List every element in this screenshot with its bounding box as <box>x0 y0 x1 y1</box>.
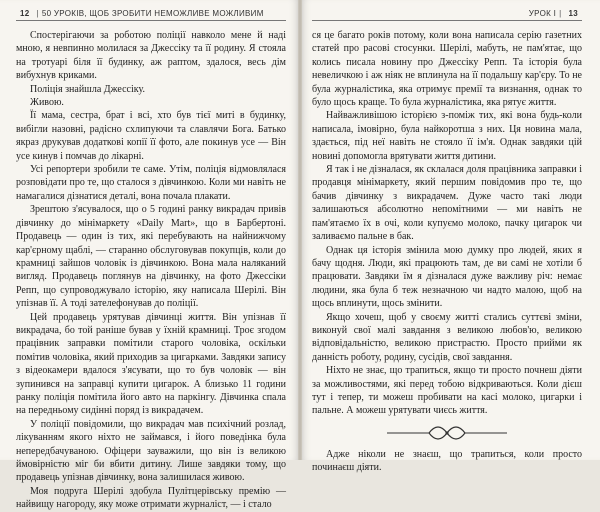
paragraph: ся це багато років потому, коли вона написала серію газетних статей про расові стосунки. Шерілі, мабуть, не пам'ятає, що колись писала новину про Джессіку Репп. Та історія була невеличкою і аж ніяк не вплинула на її подальшу кар'єру. То не була журналістика, яка отримує премії та визнання, однак то було щось краще. То була журналістика, яка рятує життя. <box>312 30 582 109</box>
paragraph: Найважливішою історією з-поміж тих, які вона будь-коли написала, імовірно, була найкоротша з них. Ця новина мала, здається, під неї навіть не стояло її ім'я. Однак завдяки цій новині допомогла врятувати життя дитини. <box>312 110 582 162</box>
right-page-text <box>312 29 582 475</box>
left-page-number: 12 <box>20 8 30 18</box>
paragraph: Моя подруга Шерілі здобула Пулітцерівську премію — найвищу нагороду, яку може отримати журналіст, — і стало <box>16 485 286 511</box>
ornament-icon <box>387 424 507 442</box>
section-title: УРОК І <box>528 8 557 18</box>
paragraph: Зрештою з'ясувалося, що о 5 годині ранку викрадач привів дівчинку до мінімаркету «Daily Mart», що в Барбертоні. Продавець — один із тих, які перебувають на найнижчому кар'єрному щаблі, — старанно обслуговував покупців, коли до крамниці зайшов чоловік із дівчинкою. Вона мала наляканий вигляд. Продавець поглянув на дівчинку, на фото Джессіки Репп, що супроводжувало історію, яку написала Шерілі. Він упізнав її. А тоді зателефонував до поліції. <box>16 204 286 310</box>
right-page <box>300 0 600 474</box>
paragraph: Адже ніколи не знаєш, що трапиться, коли просто починаєш діяти. <box>312 448 582 474</box>
running-title: 50 УРОКІВ, ЩОБ ЗРОБИТИ НЕМОЖЛИВЕ МОЖЛИВИМ <box>41 8 264 18</box>
header-separator: | <box>559 8 562 18</box>
right-page-number: 13 <box>568 8 578 18</box>
left-page-text <box>16 29 286 512</box>
ornament-divider <box>312 424 582 442</box>
paragraph: Її мама, сестра, брат і всі, хто був тієї миті в будинку, вибігли назовні, радісно схлипуючи та славлячи Бога. Батько якраз друкував додаткові копії її фото, але покинув усе — Він усе кинув і помчав до лікарні. <box>16 110 286 162</box>
paragraph: Якщо хочеш, щоб у своєму житті стались суттєві зміни, виконуй свої малі завдання з великою любов'ю, великою відповідальністю, великою пристрастю. Просто прийми як данність роботу, родину, сусідів, свої завдання. <box>312 311 582 363</box>
paragraph: Усі репортери зробили те саме. Утім, поліція відмовлялася розповідати про те, що сталося з дівчинкою. Коли ми навіть не намагалися дізнатися деталі, вона почала плакати. <box>16 164 286 202</box>
book-gutter <box>298 0 302 460</box>
paragraph: Я так і не дізналася, як склалася доля працівника заправки і продавця мінімаркету, який першим повідомив про те, що бачив дівчинку з викрадачем. Дуже часто такі люди залишаються абсолютно непомітними — ми навіть не пам'ятаємо їх в очі, коли купуємо молоко, пачку цигарок чи заливаємо пальне в бак. <box>312 164 582 243</box>
paragraph: У поліції повідомили, що викрадач мав психічний розлад, лікуванням якого ніхто не займався, і його поведінка була непередбачуваною. Офіцери зауважили, що він із великою ймовірністю міг би вбити дитину. Лише завдяки тому, що продавець упізнав дівчинку, вона залишилася живою. <box>16 418 286 484</box>
paragraph: Живою. <box>30 97 64 109</box>
paragraph: Цей продавець урятував дівчинці життя. Він упізнав її викрадача, бо той раніше бував у їхній крамниці. Троє згодом працівник заправки помітили старого чоловіка, оскільки помітив чоловіка, який приходив за цигарками. Завдяки запису з відеокамери вдалося з'ясувати, що то був чоловік — він зупинився на заправці купити цигарок. А близько 11 години ранку поліція помітила його авто на паркінгу. Дівчинка спала на передньому сидінні поряд із викрадачем. <box>16 311 286 417</box>
paragraph: Спостерігаючи за роботою поліції навколо мене й наді мною, я невпинно молилася за Джессіку та її родину. Я стояла на тротуарі біля її будинку, аж раптом, здалося, весь дім вибухнув криками. <box>16 30 286 82</box>
paragraph: Ніхто не знає, що трапиться, якщо ти просто почнеш діяти за можливостями, які перед тобою відкриваються. Коли дієш тут і тепер, ти можеш пробивати на касі молоко, цигарки і пальне. А можеш урятувати чиєсь життя. <box>312 365 582 417</box>
paragraph: Поліція знайшла Джессіку. <box>30 83 145 95</box>
left-page-header <box>16 6 286 21</box>
left-page <box>0 0 300 511</box>
header-separator: | <box>36 8 39 18</box>
paragraph: Однак ця історія змінила мою думку про людей, яких я бачу щодня. Люди, які працюють там, де ви самі не хотіли б працювати. Завдяки їм я дізналася дуже важливу річ: немає людини, яка була б теж незначною чи надто малою, щоб на щось вплинути, щось змінити. <box>312 244 582 310</box>
right-page-header <box>312 6 582 21</box>
